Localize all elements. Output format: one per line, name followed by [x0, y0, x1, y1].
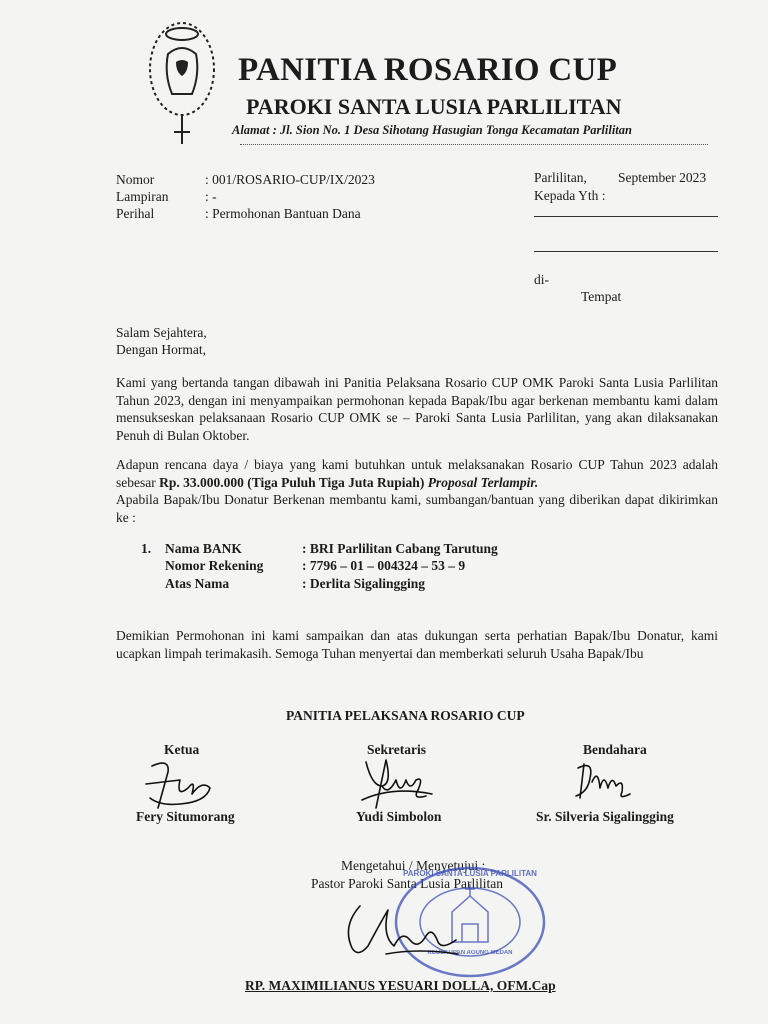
stamp-center-text: KEUSKUPAN AGUNG MEDAN — [427, 950, 513, 956]
committee-heading: PANITIA PELAKSANA ROSARIO CUP — [286, 708, 525, 723]
amount: Rp. 33.000.000 (Tiga Puluh Tiga Juta Rupiah) — [159, 474, 425, 490]
bendahara-signature-icon — [570, 758, 640, 806]
approval-line-1: Mengetahui / Menyetujui : — [341, 858, 486, 873]
nomor-label: Nomor — [116, 172, 155, 187]
perihal-label: Perihal — [116, 206, 155, 221]
account-holder-value: : Derlita Sigalingging — [302, 576, 426, 591]
bank-name-label: Nama BANK — [165, 541, 242, 556]
paragraph-4: Demikian Permohonan ini kami sampaikan dan atas dukungan serta perhatian Bapak/Ibu Donatur, kami ucapkan limpah terimakasih. Semoga Tuhan menyertai dan memberkati seluruh Usaha Bapak/Ibu — [116, 628, 718, 661]
ketua-name: Fery Situmorang — [136, 809, 235, 824]
perihal-value: : Permohonan Bantuan Dana — [205, 206, 361, 221]
lampiran-value: : - — [205, 189, 217, 204]
ketua-role: Ketua — [164, 742, 200, 757]
lampiran-label: Lampiran — [116, 189, 169, 204]
proposal-note: Proposal Terlampir. — [427, 474, 539, 490]
ketua-signature-icon — [140, 758, 220, 816]
org-title: PANITIA ROSARIO CUP — [238, 52, 618, 88]
recipient-di: di- — [534, 272, 549, 287]
recipient-to: Kepada Yth : — [534, 188, 606, 203]
recipient-line-1 — [534, 216, 718, 217]
pastor-signature-icon — [338, 896, 468, 966]
nomor-value: : 001/ROSARIO-CUP/IX/2023 — [205, 172, 375, 187]
letter-date: September 2023 — [618, 170, 707, 185]
pastor-name: RP. MAXIMILIANUS YESUARI DOLLA, OFM.Cap — [245, 978, 556, 993]
recipient-line-2 — [534, 251, 718, 252]
bank-name-value: : BRI Parlilitan Cabang Tarutung — [302, 541, 498, 556]
para2-text: Adapun rencana daya / biaya yang kami butuhkan untuk melaksanakan Rosario CUP Tahun 2023 adalah sebesar — [116, 457, 718, 490]
greeting-2: Dengan Hormat, — [116, 342, 206, 357]
sekretaris-role: Sekretaris — [367, 742, 426, 757]
stamp-ring-text: PAROKI SANTA LUSIA PARLILITAN — [403, 869, 537, 878]
approval-line-2: Pastor Paroki Santa Lusia Parlilitan — [311, 876, 503, 891]
greeting-1: Salam Sejahtera, — [116, 325, 207, 340]
bendahara-role: Bendahara — [583, 742, 647, 757]
bendahara-name: Sr. Silveria Sigalingging — [536, 809, 674, 824]
paragraph-1: Kami yang bertanda tangan dibawah ini Panitia Pelaksana Rosario CUP OMK Paroki Santa Lusia Parlilitan Tahun 2023, dengan ini menyampaikan permohonan kepada Bapak/Ibu agar berkenan membantu kami dalam mensukseskan pelaksanaan Rosario CUP OMK se – Paroki Santa Lusia Parlilitan, yang akan dilaksanakan Penuh di Bulan Oktober. — [116, 375, 718, 443]
org-subtitle: PAROKI SANTA LUSIA PARLILITAN — [246, 94, 622, 119]
org-address: Alamat : Jl. Sion No. 1 Desa Sihotang Hasugian Tonga Kecamatan Parlilitan — [232, 123, 632, 137]
account-number-label: Nomor Rekening — [165, 558, 264, 573]
place: Parlilitan, — [534, 170, 587, 185]
recipient-tempat: Tempat — [581, 289, 622, 304]
rosary-logo-icon — [138, 14, 228, 150]
paragraph-2 — [116, 456, 718, 491]
sekretaris-signature-icon — [352, 756, 442, 814]
account-holder-label: Atas Nama — [165, 576, 230, 591]
header-divider — [240, 144, 708, 145]
sekretaris-name: Yudi Simbolon — [356, 809, 442, 824]
account-number-value: : 7796 – 01 – 004324 – 53 – 9 — [302, 558, 466, 573]
bank-item-number: 1. — [141, 541, 152, 556]
paragraph-3: Apabila Bapak/Ibu Donatur Berkenan membantu kami, sumbangan/bantuan yang diberikan dapat dikirimkan ke : — [116, 492, 718, 525]
